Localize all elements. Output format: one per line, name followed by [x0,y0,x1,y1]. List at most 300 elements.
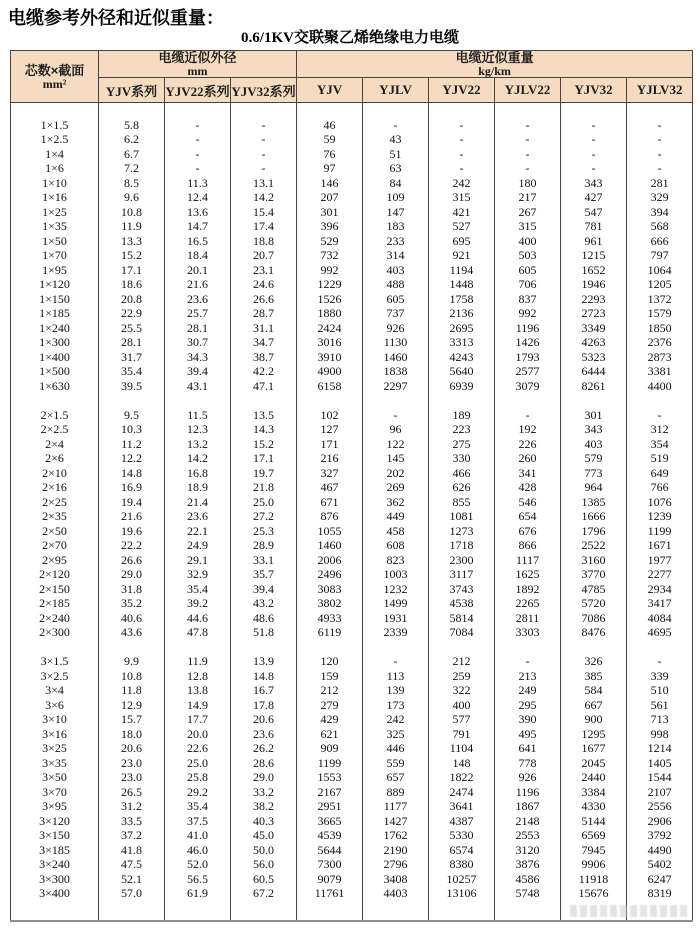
value-cell: 281 [627,176,693,191]
value-cell: 428 [495,480,561,495]
size-cell: 2×10 [11,466,99,481]
value-cell: 2300 [429,553,495,568]
value-cell: 781 [561,219,627,234]
value-cell: 159 [297,669,363,684]
table-row [11,741,693,756]
value-cell: 9.5 [99,408,165,423]
value-cell: 47.1 [231,379,297,394]
value-cell: 12.2 [99,451,165,466]
spacer-cell [165,103,231,118]
size-cell: 2×16 [11,480,99,495]
value-cell: 38.7 [231,350,297,365]
value-cell: 47.5 [99,857,165,872]
value-cell: 20.0 [165,727,231,742]
value-cell: 1796 [561,524,627,539]
size-cell: 1×2.5 [11,132,99,147]
value-cell: 37.5 [165,814,231,829]
value-cell: 207 [297,190,363,205]
value-cell: 3876 [495,857,561,872]
table-row [11,814,693,829]
value-cell: 4785 [561,582,627,597]
value-cell: 889 [363,785,429,800]
value-cell: 37.2 [99,828,165,843]
value-cell: - [231,147,297,162]
header-od-group-label: 电缆近似外径 [158,50,237,65]
value-cell: 7.2 [99,161,165,176]
table-row [11,350,693,365]
value-cell: 23.6 [165,509,231,524]
size-cell: 2×185 [11,596,99,611]
value-cell: 301 [297,205,363,220]
table-row [11,582,693,597]
value-cell: 52.1 [99,872,165,887]
spacer-cell [99,103,165,118]
value-cell: 171 [297,437,363,452]
value-cell: 390 [495,712,561,727]
value-cell: 242 [429,176,495,191]
value-cell: 3349 [561,321,627,336]
value-cell: 1055 [297,524,363,539]
value-cell: 102 [297,408,363,423]
value-cell: 1867 [495,799,561,814]
value-cell: 275 [429,437,495,452]
value-cell: 2934 [627,582,693,597]
value-cell: 31.1 [231,321,297,336]
value-cell: 15676 [561,886,627,901]
spacer-cell [11,901,99,921]
header-od-group [99,51,297,78]
size-cell: 1×10 [11,176,99,191]
value-cell: 14.8 [99,466,165,481]
value-cell: 605 [495,263,561,278]
value-cell: 23.0 [99,756,165,771]
table-row [11,205,693,220]
value-cell: 866 [495,538,561,553]
value-cell: 4586 [495,872,561,887]
value-cell: 45.0 [231,828,297,843]
column-header: YJV32系列 [231,78,297,103]
value-cell: 11.8 [99,683,165,698]
value-cell: 529 [297,234,363,249]
value-cell: 964 [561,480,627,495]
value-cell: 3381 [627,364,693,379]
value-cell: 326 [561,654,627,669]
page-title: 电缆参考外径和近似重量： [8,8,224,28]
value-cell: 1199 [627,524,693,539]
value-cell: 3910 [297,350,363,365]
value-cell: 4490 [627,843,693,858]
value-cell: 7300 [297,857,363,872]
value-cell: 76 [297,147,363,162]
value-cell: 1880 [297,306,363,321]
header-weight-group-unit: kg/km [478,64,511,78]
value-cell: 992 [495,306,561,321]
value-cell: 9079 [297,872,363,887]
table-row [11,176,693,191]
watermark [570,905,690,917]
spacer-cell [495,901,561,921]
column-header: YJLV32 [627,78,693,103]
value-cell: 1448 [429,277,495,292]
value-cell: 43.1 [165,379,231,394]
value-cell: 46.0 [165,843,231,858]
value-cell: 2293 [561,292,627,307]
value-cell: 47.8 [165,625,231,640]
spacer-row [11,103,693,118]
value-cell: 1426 [495,335,561,350]
value-cell: 24.9 [165,538,231,553]
value-cell: 13.8 [165,683,231,698]
value-cell: 1526 [297,292,363,307]
value-cell: 1214 [627,741,693,756]
spacer-cell [363,103,429,118]
value-cell: 4933 [297,611,363,626]
spacer-row [11,393,693,408]
value-cell: 5.8 [99,118,165,133]
value-cell: - [495,118,561,133]
spacer-cell [363,640,429,655]
size-cell: 2×240 [11,611,99,626]
value-cell: 15.2 [231,437,297,452]
value-cell: 11.9 [99,219,165,234]
spacer-cell [165,640,231,655]
value-cell: - [561,132,627,147]
value-cell: 1850 [627,321,693,336]
value-cell: - [165,118,231,133]
value-cell: 13.2 [165,437,231,452]
value-cell: 900 [561,712,627,727]
spacer-cell [627,640,693,655]
value-cell: 312 [627,422,693,437]
value-cell: 35.4 [165,582,231,597]
value-cell: - [627,147,693,162]
value-cell: 202 [363,466,429,481]
value-cell: 1194 [429,263,495,278]
value-cell: 23.6 [165,292,231,307]
value-cell: 52.0 [165,857,231,872]
value-cell: 29.2 [165,785,231,800]
value-cell: 16.8 [165,466,231,481]
table-row [11,437,693,452]
value-cell: 233 [363,234,429,249]
value-cell: 25.7 [165,306,231,321]
value-cell: 2873 [627,350,693,365]
value-cell: 22.9 [99,306,165,321]
column-header: YJV22 [429,78,495,103]
size-cell: 1×35 [11,219,99,234]
value-cell: 22.2 [99,538,165,553]
value-cell: 1196 [495,785,561,800]
value-cell: 12.3 [165,422,231,437]
value-cell: 2796 [363,857,429,872]
value-cell: 35.2 [99,596,165,611]
value-cell: 260 [495,451,561,466]
value-cell: 3079 [495,379,561,394]
size-cell: 3×50 [11,770,99,785]
value-cell: - [627,132,693,147]
spacer-cell [429,393,495,408]
size-cell: 1×4 [11,147,99,162]
value-cell: 2577 [495,364,561,379]
value-cell: 5640 [429,364,495,379]
value-cell: 329 [627,190,693,205]
value-cell: 1793 [495,350,561,365]
table-row [11,219,693,234]
value-cell: 2951 [297,799,363,814]
spacer-cell [11,103,99,118]
value-cell: 657 [363,770,429,785]
table-row [11,292,693,307]
value-cell: 3770 [561,567,627,582]
value-cell: 48.6 [231,611,297,626]
value-cell: 97 [297,161,363,176]
table-row [11,843,693,858]
value-cell: 4263 [561,335,627,350]
value-cell: 27.2 [231,509,297,524]
value-cell: 314 [363,248,429,263]
value-cell: 1205 [627,277,693,292]
value-cell: 1718 [429,538,495,553]
value-cell: 641 [495,741,561,756]
value-cell: 1460 [363,350,429,365]
value-cell: - [231,118,297,133]
size-cell: 2×1.5 [11,408,99,423]
value-cell: 3802 [297,596,363,611]
size-cell: 3×1.5 [11,654,99,669]
value-cell: 1427 [363,814,429,829]
size-cell: 1×630 [11,379,99,394]
value-cell: 5748 [495,886,561,901]
spacer-cell [231,901,297,921]
value-cell: 34.7 [231,335,297,350]
table-row [11,509,693,524]
value-cell: 33.5 [99,814,165,829]
value-cell: 8261 [561,379,627,394]
value-cell: 33.2 [231,785,297,800]
size-cell: 1×95 [11,263,99,278]
value-cell: 38.2 [231,799,297,814]
value-cell: 503 [495,248,561,263]
value-cell: 3303 [495,625,561,640]
value-cell: 39.2 [165,596,231,611]
value-cell: 1460 [297,538,363,553]
size-cell: 2×150 [11,582,99,597]
value-cell: 183 [363,219,429,234]
value-cell: 14.8 [231,669,297,684]
value-cell: 396 [297,219,363,234]
value-cell: 18.4 [165,248,231,263]
value-cell: 13.9 [231,654,297,669]
value-cell: 13.1 [231,176,297,191]
table-row [11,770,693,785]
value-cell: 10.3 [99,422,165,437]
table-row [11,538,693,553]
spacer-cell [363,393,429,408]
table-row [11,567,693,582]
value-cell: 21.6 [99,509,165,524]
size-cell: 2×95 [11,553,99,568]
spacer-cell [99,901,165,921]
value-cell: 139 [363,683,429,698]
value-cell: 1196 [495,321,561,336]
value-cell: 992 [297,263,363,278]
value-cell: 449 [363,509,429,524]
value-cell: 1405 [627,756,693,771]
value-cell: 7945 [561,843,627,858]
value-cell: 1076 [627,495,693,510]
value-cell: 4084 [627,611,693,626]
value-cell: 421 [429,205,495,220]
table-row [11,321,693,336]
value-cell: 6119 [297,625,363,640]
value-cell: 279 [297,698,363,713]
value-cell: 189 [429,408,495,423]
spacer-cell [429,640,495,655]
value-cell: 20.6 [231,712,297,727]
size-cell: 3×16 [11,727,99,742]
value-cell: 584 [561,683,627,698]
value-cell: 56.5 [165,872,231,887]
spacer-cell [495,640,561,655]
value-cell: 122 [363,437,429,452]
value-cell: - [363,408,429,423]
spacer-cell [363,901,429,921]
value-cell: 2339 [363,625,429,640]
size-cell: 3×95 [11,799,99,814]
value-cell: 1758 [429,292,495,307]
value-cell: 671 [297,495,363,510]
value-cell: - [363,118,429,133]
table-row [11,727,693,742]
value-cell: 67.2 [231,886,297,901]
value-cell: 547 [561,205,627,220]
table-row [11,596,693,611]
size-cell: 3×25 [11,741,99,756]
table-row [11,335,693,350]
value-cell: 1003 [363,567,429,582]
table-row [11,785,693,800]
value-cell: 24.6 [231,277,297,292]
value-cell: 2556 [627,799,693,814]
column-header: YJV系列 [99,78,165,103]
size-cell: 1×500 [11,364,99,379]
value-cell: 23.0 [99,770,165,785]
value-cell: 1081 [429,509,495,524]
size-cell: 1×240 [11,321,99,336]
value-cell: 5402 [627,857,693,872]
value-cell: 1652 [561,263,627,278]
value-cell: 173 [363,698,429,713]
value-cell: - [561,118,627,133]
value-cell: 17.1 [231,451,297,466]
value-cell: 39.4 [231,582,297,597]
value-cell: 29.1 [165,553,231,568]
value-cell: 28.1 [99,335,165,350]
spacer-cell [297,393,363,408]
value-cell: - [429,132,495,147]
value-cell: 343 [561,422,627,437]
value-cell: 21.4 [165,495,231,510]
table-row [11,698,693,713]
table-row [11,379,693,394]
value-cell: 50.0 [231,843,297,858]
value-cell: 14.2 [231,190,297,205]
size-cell: 1×50 [11,234,99,249]
value-cell: 400 [429,698,495,713]
value-cell: 5144 [561,814,627,829]
size-cell: 3×150 [11,828,99,843]
value-cell: 12.9 [99,698,165,713]
value-cell: 10257 [429,872,495,887]
size-cell: 1×1.5 [11,118,99,133]
value-cell: 223 [429,422,495,437]
value-cell: 3792 [627,828,693,843]
value-cell: 25.8 [165,770,231,785]
value-cell: 6444 [561,364,627,379]
value-cell: 1822 [429,770,495,785]
value-cell: 676 [495,524,561,539]
value-cell: 6.2 [99,132,165,147]
table-row [11,480,693,495]
size-cell: 2×120 [11,567,99,582]
value-cell: 362 [363,495,429,510]
size-cell: 1×6 [11,161,99,176]
value-cell: 4900 [297,364,363,379]
value-cell: 28.9 [231,538,297,553]
value-cell: 31.7 [99,350,165,365]
value-cell: 113 [363,669,429,684]
value-cell: 226 [495,437,561,452]
spacer-cell [627,103,693,118]
value-cell: 327 [297,466,363,481]
value-cell: 876 [297,509,363,524]
value-cell: 2167 [297,785,363,800]
size-cell: 2×4 [11,437,99,452]
value-cell: 35.4 [99,364,165,379]
value-cell: 33.1 [231,553,297,568]
value-cell: 1215 [561,248,627,263]
value-cell: 12.4 [165,190,231,205]
value-cell: 2424 [297,321,363,336]
value-cell: - [495,147,561,162]
value-cell: 3384 [561,785,627,800]
spacer-cell [11,640,99,655]
table-row [11,277,693,292]
value-cell: 14.3 [231,422,297,437]
value-cell: 26.6 [231,292,297,307]
column-header: YJV32 [561,78,627,103]
value-cell: 626 [429,480,495,495]
value-cell: - [627,118,693,133]
value-cell: 2553 [495,828,561,843]
value-cell: 43.6 [99,625,165,640]
value-cell: 1239 [627,509,693,524]
size-cell: 2×70 [11,538,99,553]
value-cell: 18.6 [99,277,165,292]
value-cell: 2136 [429,306,495,321]
value-cell: - [627,161,693,176]
size-cell: 3×185 [11,843,99,858]
value-cell: 4400 [627,379,693,394]
value-cell: 259 [429,669,495,684]
value-cell: 1579 [627,306,693,321]
size-cell: 3×300 [11,872,99,887]
value-cell: 18.9 [165,480,231,495]
value-cell: - [165,147,231,162]
value-cell: 837 [495,292,561,307]
value-cell: 1295 [561,727,627,742]
value-cell: 666 [627,234,693,249]
